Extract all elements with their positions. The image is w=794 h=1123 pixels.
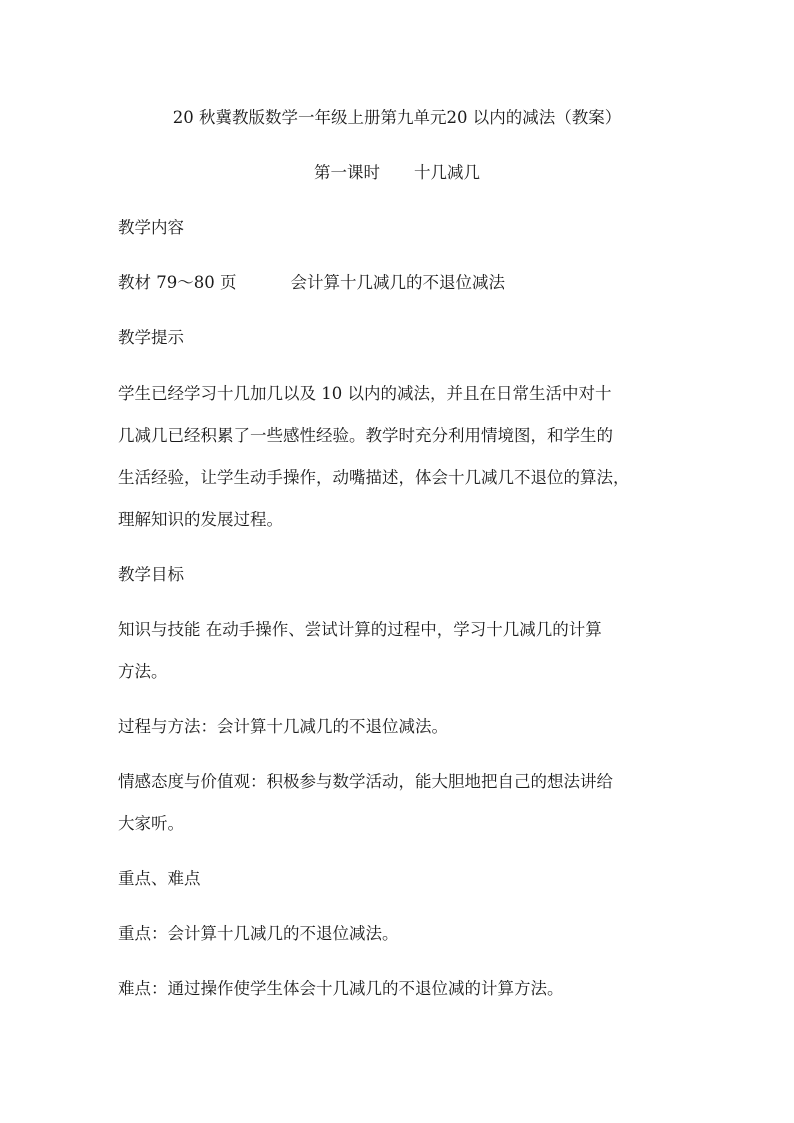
content-heading: 教学内容 [118, 218, 184, 237]
keypoint-text: 重点：会计算十几减几的不退位减法。 [118, 924, 399, 943]
keypoints-heading: 重点、难点 [118, 869, 201, 888]
content-desc: 会计算十几减几的不退位减法 [290, 273, 505, 292]
tips-line-4: 理解知识的发展过程。 [118, 510, 283, 529]
goal-knowledge-line-1: 知识与技能 在动手操作、尝试计算的过程中，学习十几减几的计算 [118, 620, 602, 639]
tips-line-1: 学生已经学习十几加几以及 10 以内的减法，并且在日常生活中对十 [118, 384, 612, 403]
content-text [118, 273, 505, 293]
document-title: 20 秋冀教版数学一年级上册第九单元20 以内的减法（教案） [172, 108, 622, 127]
goal-knowledge-line-2: 方法。 [118, 662, 168, 681]
goal-emotion-line-2: 大家听。 [118, 814, 184, 833]
tips-line-2: 几减几已经积累了一些感性经验。教学时充分利用情境图，和学生的 [118, 426, 613, 445]
goal-process: 过程与方法：会计算十几减几的不退位减法。 [118, 717, 448, 736]
goal-emotion-line-1: 情感态度与价值观：积极参与数学活动，能大胆地把自己的想法讲给 [118, 772, 613, 791]
content-pages: 教材 79～80 页 [118, 273, 237, 292]
tips-line-3: 生活经验，让学生动手操作，动嘴描述，体会十几减几不退位的算法， [118, 468, 630, 487]
tips-heading: 教学提示 [118, 328, 184, 347]
lesson-topic: 十几减几 [414, 163, 480, 182]
lesson-title [0, 163, 794, 183]
difficulty-text: 难点：通过操作使学生体会十几减几的不退位减的计算方法。 [118, 979, 564, 998]
goals-heading: 教学目标 [118, 565, 184, 584]
lesson-number: 第一课时 [314, 163, 380, 182]
